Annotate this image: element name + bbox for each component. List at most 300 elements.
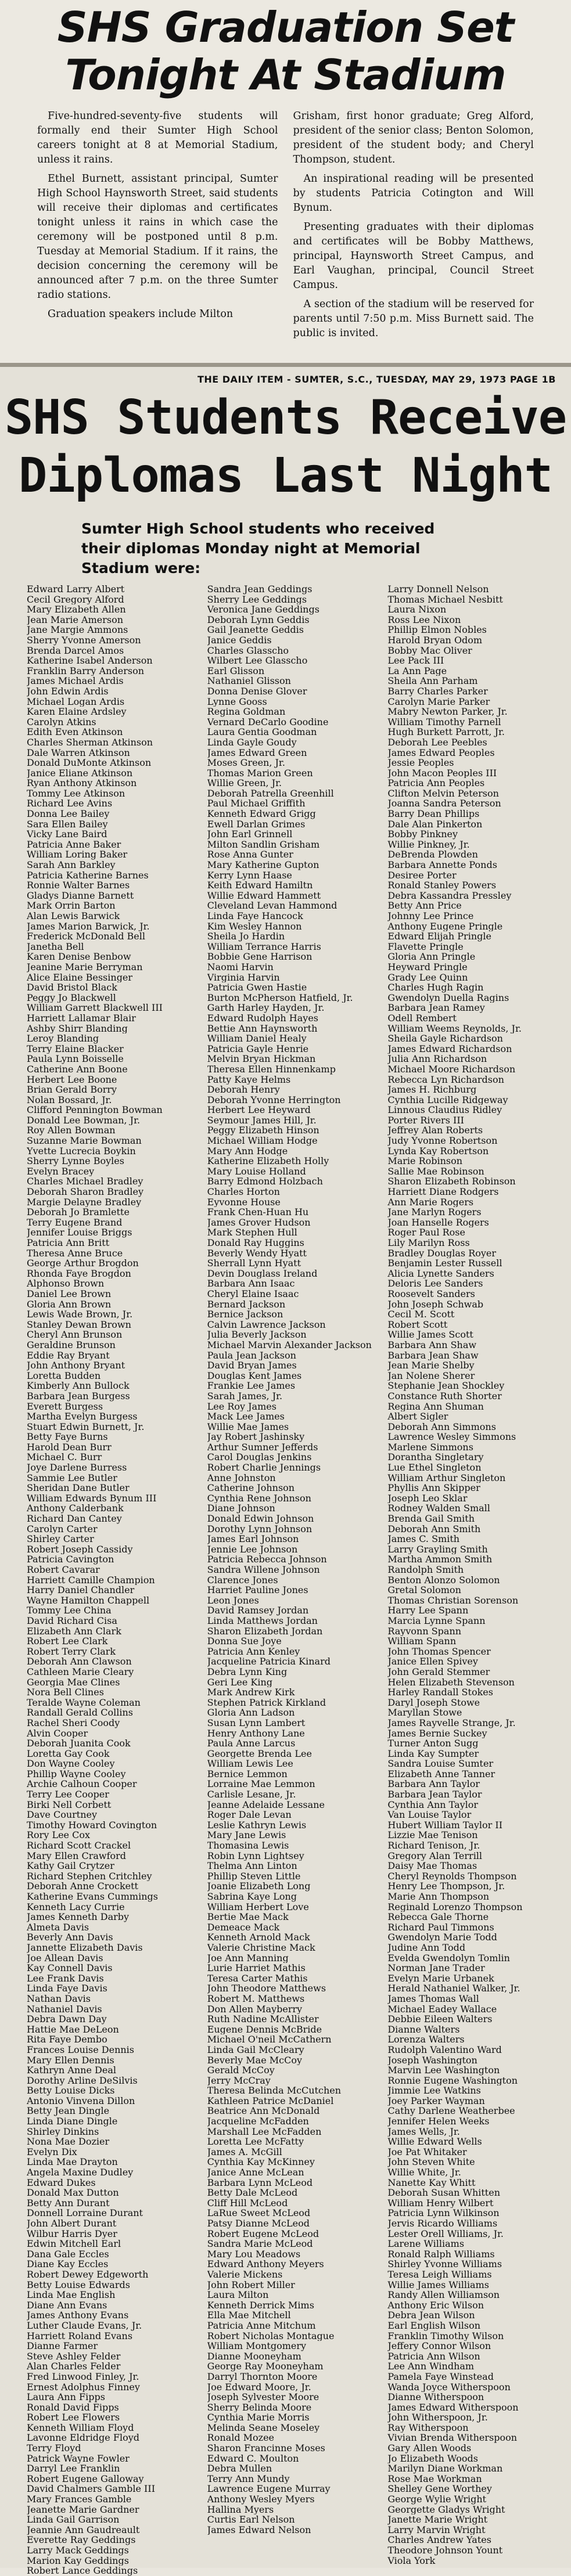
graduate-name: Diane Ann Evans bbox=[27, 2300, 107, 2311]
graduate-name: Joseph Sylvester Moore bbox=[207, 2392, 319, 2402]
graduate-name: Martha Evelyn Burgess bbox=[27, 1411, 138, 1422]
graduate-name: William Lewis Lee bbox=[207, 1759, 293, 1769]
graduate-name: Ray Witherspoon bbox=[387, 2422, 469, 2433]
graduate-name: Paul Michael Griffith bbox=[207, 798, 306, 809]
graduate-name: Kenneth Edward Grigg bbox=[207, 809, 316, 819]
graduate-name: Paula Lynn Boisselle bbox=[27, 1054, 124, 1064]
graduate-name: Marvin Lee Washington bbox=[387, 2065, 500, 2076]
graduate-name: Mary Ann Hodge bbox=[207, 1145, 288, 1157]
graduate-name: Dale Warren Atkinson bbox=[27, 747, 130, 758]
graduate-name: Thomas Christian Sorenson bbox=[387, 1595, 519, 1606]
graduate-name: Leroy Blanding bbox=[27, 1033, 99, 1044]
graduate-name: Willie Green, Jr. bbox=[207, 778, 282, 788]
graduate-name: Lily Marilyn Ross bbox=[387, 1238, 470, 1248]
graduate-name: Sheila Jo Hardin bbox=[207, 931, 285, 942]
graduate-name: Rita Faye Dembo bbox=[27, 2034, 107, 2045]
graduate-name: Carolyn Carter bbox=[27, 1523, 98, 1534]
graduate-name: Charles Andrew Yates bbox=[387, 2535, 491, 2545]
graduate-name: Helen Elizabeth Stevenson bbox=[387, 1677, 515, 1688]
graduate-name: Joanna Sandra Peterson bbox=[387, 798, 501, 809]
graduate-name: Cynthia Kay McKinney bbox=[207, 2157, 315, 2168]
graduate-name: Porter Rivers III bbox=[387, 1115, 464, 1126]
paragraph: Grisham, first honor graduate; Greg Alford, president of the senior class; Benton Solomon, president of the student body; and Cheryl Thompson, student. bbox=[293, 110, 534, 165]
clipping-divider bbox=[0, 363, 571, 367]
graduate-name: Tommy Lee Atkinson bbox=[27, 788, 125, 799]
graduate-name: Janice Geddis bbox=[207, 635, 272, 646]
graduate-name: Jervis Ricardo Williams bbox=[387, 2218, 498, 2229]
graduate-name: Rory Lee Cox bbox=[27, 1830, 90, 1841]
graduate-name: Debbie Eileen Walters bbox=[387, 2014, 493, 2024]
headline-line-1: SHS Graduation Set bbox=[57, 3, 514, 52]
graduate-name: Peggy Jo Blackwell bbox=[27, 992, 116, 1003]
graduate-name: Rayvonn Spann bbox=[387, 1626, 462, 1637]
graduate-name: Richard Stephen Critchley bbox=[27, 1871, 152, 1882]
graduate-name: Deborah Lee Peebles bbox=[387, 737, 487, 748]
graduate-name: Geri Lee King bbox=[207, 1677, 273, 1688]
graduate-name: Gwendolyn Duella Ragins bbox=[387, 992, 509, 1003]
graduate-name: Bettie Ann Haynsworth bbox=[207, 1023, 318, 1034]
graduate-name: Edward Anthony Meyers bbox=[207, 2259, 324, 2269]
graduate-name: Laura Gentia Goodman bbox=[207, 727, 317, 737]
graduate-name: Grady Lee Quinn bbox=[387, 972, 468, 983]
graduate-name: Harry Lee Spann bbox=[387, 1605, 469, 1616]
graduate-name: Laura Ann Fipps bbox=[27, 2392, 105, 2402]
graduate-name: Ronald Ralph Williams bbox=[387, 2249, 495, 2260]
graduate-name: Beverly Wendy Hyatt bbox=[207, 1248, 307, 1259]
graduate-name: Janice Eliane Atkinson bbox=[27, 768, 133, 779]
graduate-name: Barbara Jean Taylor bbox=[387, 1789, 482, 1800]
graduate-name: Lewis Wade Brown, Jr. bbox=[27, 1309, 133, 1320]
graduate-name: Donald Lee Bowman, Jr. bbox=[27, 1115, 141, 1126]
graduate-name: Terry Elaine Blacker bbox=[27, 1043, 124, 1054]
graduate-name: James Edward Richardson bbox=[387, 1043, 512, 1054]
graduate-name: Donnell Lorraine Durant bbox=[27, 2208, 143, 2218]
graduate-name: Leslie Kathryn Lewis bbox=[207, 1820, 307, 1831]
graduate-name: Edward Larry Albert bbox=[27, 584, 125, 595]
graduate-name: Edward Dukes bbox=[27, 2177, 96, 2188]
graduate-name: Rudolph Valentino Ward bbox=[387, 2044, 502, 2055]
graduate-name: John Albert Durant bbox=[27, 2218, 117, 2229]
graduate-name: Melinda Seane Moseley bbox=[207, 2422, 320, 2433]
graduate-name: Georgette Gladys Wright bbox=[387, 2504, 505, 2515]
graduate-name: John Gerald Stemmer bbox=[387, 1666, 490, 1677]
graduate-name: Jane Marlyn Rogers bbox=[387, 1207, 482, 1217]
graduate-name: Michael Logan Ardis bbox=[27, 696, 125, 707]
graduate-name: Bobbie Gene Harrison bbox=[207, 952, 313, 962]
graduate-name: Desiree Porter bbox=[387, 870, 457, 881]
graduate-name: Sarah Ann Barkley bbox=[27, 860, 116, 870]
graduate-name: Robert Cavarar bbox=[27, 1565, 100, 1575]
graduate-name: Betty Ann Price bbox=[387, 900, 462, 911]
graduate-name: Jo Elizabeth Woods bbox=[387, 2453, 478, 2464]
graduate-name: Cynthia Lucille Ridgeway bbox=[387, 1094, 508, 1105]
graduate-name: Deborah Yvonne Herrington bbox=[207, 1094, 341, 1105]
graduate-name: Donald DuMonte Atkinson bbox=[27, 758, 152, 768]
graduate-name: William Henry Wilbert bbox=[387, 2197, 494, 2208]
graduate-name: Everette Ray Geddings bbox=[27, 2535, 136, 2545]
graduate-name: Hubert William Taylor II bbox=[387, 1820, 503, 1831]
graduate-name: Shirley Dinkins bbox=[27, 2126, 99, 2137]
graduate-name: Eddie Ray Bryant bbox=[27, 1350, 110, 1361]
graduate-name: Rebecca Gale Thorne bbox=[387, 1912, 489, 1922]
graduate-name: William Arthur Singleton bbox=[387, 1472, 506, 1483]
graduate-name: Barbara Jean Shaw bbox=[387, 1350, 479, 1361]
graduate-name: Willie White, Jr. bbox=[387, 2167, 461, 2178]
graduate-name: Janice Anne McLean bbox=[207, 2167, 304, 2178]
graduate-name: Shirley Carter bbox=[27, 1534, 94, 1544]
graduate-name: George Wylie Wright bbox=[387, 2494, 487, 2505]
graduate-name: Jean Marie Shelby bbox=[387, 1360, 475, 1371]
graduate-name: John Thomas Spencer bbox=[387, 1646, 491, 1657]
graduate-name: Jimmie Lee Watkins bbox=[387, 2085, 481, 2096]
graduate-name: Randall Gerald Collins bbox=[27, 1707, 133, 1718]
graduate-name: Sherry Lee Geddings bbox=[207, 594, 307, 605]
graduate-name: Dorantha Singletary bbox=[387, 1452, 484, 1463]
graduate-name: Jacqueline Patricia Kinard bbox=[207, 1656, 331, 1667]
graduate-name: Paula Anne Larcus bbox=[207, 1738, 296, 1749]
graduate-name: Constance Ruth Shorter bbox=[387, 1390, 502, 1402]
graduate-name: Debra Lynn King bbox=[207, 1666, 288, 1677]
graduate-name: Roger Dale Levan bbox=[207, 1810, 292, 1820]
graduate-name: Janetha Bell bbox=[27, 941, 84, 952]
graduate-name: Angela Maxine Dudley bbox=[27, 2167, 134, 2178]
graduate-name: James C. Smith bbox=[387, 1534, 460, 1544]
graduate-name: Fred Linwood Finley, Jr. bbox=[27, 2371, 139, 2382]
graduate-name: Robert Lee Clark bbox=[27, 1636, 108, 1647]
graduate-name: Edwin Mitchell Earl bbox=[27, 2239, 121, 2249]
graduate-name: Sammie Lee Butler bbox=[27, 1472, 117, 1483]
graduate-name: William Timothy Parnell bbox=[387, 716, 501, 727]
graduate-name: Jan Nolene Sherer bbox=[387, 1370, 475, 1381]
graduate-name: Timothy Howard Covington bbox=[27, 1820, 157, 1831]
graduate-name: Gloria Ann Pringle bbox=[387, 952, 476, 962]
graduate-name: Patricia Anne Baker bbox=[27, 839, 121, 850]
graduate-name: Robert M. Matthews bbox=[207, 1993, 305, 2004]
graduate-name: Kathy Gail Crytzer bbox=[27, 1861, 114, 1871]
graduate-name: DeBrenda Plowden bbox=[387, 849, 478, 860]
graduate-name: Lizzie Mae Tenison bbox=[387, 1830, 478, 1841]
graduate-name: Regina Ann Shuman bbox=[387, 1401, 484, 1412]
graduate-name: Anthony Calderbank bbox=[27, 1503, 124, 1514]
graduate-name: Everett Burgess bbox=[27, 1401, 103, 1412]
graduate-name: Donna Lee Bailey bbox=[27, 809, 110, 819]
graduate-name: Evelyn Bracey bbox=[27, 1166, 95, 1177]
headline-line-2: Diplomas Last Night bbox=[19, 448, 552, 503]
graduate-name: Theresa Anne Bruce bbox=[27, 1248, 123, 1259]
graduate-name: Robin Lynn Lightsey bbox=[207, 1850, 304, 1861]
graduate-name: Ronnie Eugene Washington bbox=[387, 2075, 518, 2086]
name-column-2 bbox=[207, 584, 381, 2564]
graduate-name: James Bernie Suckey bbox=[387, 1728, 487, 1739]
graduate-name: Don Wayne Cooley bbox=[27, 1759, 115, 1769]
graduate-name: Anthony Eugene Pringle bbox=[387, 921, 503, 932]
graduate-name: Katherine Evans Cummings bbox=[27, 1892, 158, 1902]
graduate-name: Larene Williams bbox=[387, 2239, 465, 2249]
graduate-name: Beverly Ann Davis bbox=[27, 1932, 113, 1943]
graduate-name: Robert Scott bbox=[387, 1319, 448, 1330]
graduate-name: Alphonso Brown bbox=[27, 1278, 105, 1289]
graduate-name: Reginald Lorenzo Thompson bbox=[387, 1901, 523, 1912]
graduate-name: William Garrett Blackwell III bbox=[27, 1003, 163, 1013]
graduate-name: Deborah Henry bbox=[207, 1085, 280, 1095]
paragraph: An inspirational reading will be presented by students Patricia Cotington and Will Bynum. bbox=[293, 173, 534, 214]
graduate-name: Katherine Elizabeth Holly bbox=[207, 1156, 329, 1166]
graduate-name: Garth Harley Hayden, Jr. bbox=[207, 1003, 325, 1013]
graduate-name: Patricia Lynn Wilkinson bbox=[387, 2208, 500, 2218]
graduate-name: Robert Dewey Edgeworth bbox=[27, 2269, 149, 2280]
graduate-name: Hattie Mae DeLeon bbox=[27, 2024, 119, 2035]
graduate-name: Betty Faye Burns bbox=[27, 1432, 108, 1442]
graduate-name: William Edwards Bynum III bbox=[27, 1493, 157, 1504]
graduate-name: Donna Denise Glover bbox=[207, 686, 307, 697]
graduate-name: James Grover Hudson bbox=[207, 1217, 311, 1228]
graduate-name: Robert Eugene Galloway bbox=[27, 2473, 144, 2484]
graduate-name: Cynthia Ann Taylor bbox=[387, 1799, 479, 1810]
graduate-name: Don Allen Mayberry bbox=[207, 2004, 303, 2015]
graduate-name: Mark Andrew Kirk bbox=[207, 1687, 295, 1698]
graduate-name: Valerie Mickens bbox=[207, 2269, 283, 2280]
graduate-name: Lee Roy James bbox=[207, 1401, 276, 1412]
graduate-name: Kay Connell Davis bbox=[27, 1963, 113, 1973]
name-column-1 bbox=[27, 584, 200, 2576]
graduate-name: Benjamin Lester Russell bbox=[387, 1258, 502, 1269]
graduate-name: Barbara Ann Isaac bbox=[207, 1278, 295, 1289]
graduate-name: Bradley Douglas Royer bbox=[387, 1248, 497, 1259]
graduate-name: Harriett Camille Champion bbox=[27, 1575, 155, 1586]
graduate-name: Naomi Harvin bbox=[207, 961, 274, 972]
graduate-name: Joe Allean Davis bbox=[27, 1952, 103, 1963]
graduate-name: Bobby Pinkney bbox=[387, 829, 458, 840]
graduate-name: Cleveland Levan Hammond bbox=[207, 900, 337, 911]
graduate-name: Karen Elaine Ardsley bbox=[27, 707, 127, 717]
graduate-name: Arthur Sumner Jefferds bbox=[207, 1442, 318, 1453]
graduate-name: Calvin Lawrence Jackson bbox=[207, 1319, 326, 1330]
graduate-name: Sandra Jean Geddings bbox=[207, 584, 313, 595]
graduate-name: Robert Nicholas Montague bbox=[207, 2330, 335, 2341]
graduate-name: Theodore Johnson Yount bbox=[387, 2545, 503, 2556]
graduate-name: Evelda Gwendolyn Tomlin bbox=[387, 1952, 510, 1963]
graduate-name: Dianne Farmer bbox=[27, 2341, 98, 2351]
graduate-name: John Earl Grinnell bbox=[207, 829, 293, 840]
graduate-name: Evelyn Dix bbox=[27, 2146, 77, 2157]
graduate-name: Marcia Lynne Spann bbox=[387, 1615, 486, 1626]
graduate-name: Sherry Lynne Boyles bbox=[27, 1156, 124, 1166]
graduate-name: Brian Gerald Borry bbox=[27, 1085, 117, 1095]
graduate-name: Harry Daniel Chandler bbox=[27, 1585, 135, 1595]
name-column-3 bbox=[387, 584, 561, 2564]
graduate-name: Linda Mae Drayton bbox=[27, 2157, 118, 2168]
graduate-name: Tommy Lee China bbox=[27, 1605, 112, 1616]
graduate-name: Wilbert Lee Glasscho bbox=[207, 655, 308, 666]
graduate-name: Ronald David Fipps bbox=[27, 2402, 119, 2413]
graduate-name: Herbert Lee Heyward bbox=[207, 1105, 311, 1115]
graduate-name: Mary Louise Holland bbox=[207, 1166, 306, 1177]
graduate-name: Dianne Walters bbox=[387, 2024, 460, 2035]
graduate-name: Gary Allen Woods bbox=[387, 2443, 472, 2453]
graduate-name: Dana Gale Eccles bbox=[27, 2249, 109, 2260]
graduate-name: Joan Hanselle Rogers bbox=[387, 1217, 489, 1228]
graduate-name: Larry Marvin Wright bbox=[387, 2524, 486, 2535]
graduate-name: Luther Claude Evans, Jr. bbox=[27, 2320, 142, 2331]
graduate-name: James Marion Barwick, Jr. bbox=[27, 921, 150, 932]
graduate-name: Darryl Lee Franklin bbox=[27, 2463, 120, 2474]
graduate-name: James Kenneth Darby bbox=[27, 1912, 130, 1922]
graduate-name: James Michael Ardis bbox=[27, 676, 124, 686]
graduate-name: Bernice Lemmon bbox=[207, 1768, 288, 1779]
graduate-name: Rose Anna Gunter bbox=[207, 849, 293, 860]
graduate-name: Phyllis Ann Skipper bbox=[387, 1483, 480, 1493]
graduate-name: William Spann bbox=[387, 1636, 457, 1647]
graduate-name: Ronnie Walter Barnes bbox=[27, 880, 130, 891]
graduate-name: Patty Kaye Helms bbox=[207, 1074, 291, 1085]
graduate-name: Charles Horton bbox=[207, 1187, 280, 1197]
graduate-name: Peggy Elizabeth Hinson bbox=[207, 1125, 319, 1136]
graduate-name: Sheila Gayle Richardson bbox=[387, 1033, 503, 1044]
graduate-name: Douglas Kent James bbox=[207, 1370, 302, 1381]
graduate-name: Stuart Edwin Burnett, Jr. bbox=[27, 1421, 145, 1432]
graduate-name: Patricia Ann Wilson bbox=[387, 2351, 480, 2362]
graduate-name: Harley Randall Stokes bbox=[387, 1687, 493, 1698]
graduate-name: Kimberly Ann Bullock bbox=[27, 1381, 130, 1391]
graduate-name: Anthony Eric Wilson bbox=[387, 2300, 484, 2311]
graduate-name: Michael Eadey Wallace bbox=[387, 2004, 497, 2015]
graduate-name: Harriett Diane Rodgers bbox=[387, 1187, 499, 1197]
graduate-name: Charles Michael Bradley bbox=[27, 1176, 143, 1187]
graduate-name: Frankie Lee James bbox=[207, 1381, 296, 1391]
graduate-name: Sandra Marie McLeod bbox=[207, 2239, 313, 2249]
graduate-name: Joseph Washington bbox=[387, 2055, 477, 2066]
graduate-name: Ross Lee Nixon bbox=[387, 614, 461, 625]
graduate-name: Jeanette Marie Gardner bbox=[27, 2504, 139, 2515]
graduate-name: Richard Paul Timmons bbox=[387, 1922, 494, 1933]
graduate-name: Teralde Wayne Coleman bbox=[27, 1697, 141, 1708]
graduate-name: James Wells, Jr. bbox=[387, 2126, 460, 2137]
graduate-name: Ernest Adolphus Finney bbox=[27, 2382, 140, 2393]
graduate-name: Henry Anthony Lane bbox=[207, 1728, 305, 1739]
headline-line-1: SHS Students Receive bbox=[4, 390, 567, 445]
paragraph: A section of the stadium will be reserved for parents until 7:50 p.m. Miss Burnett said. The public is invited. bbox=[293, 298, 534, 339]
graduate-name: Mary Elizabeth Allen bbox=[27, 604, 126, 615]
graduate-name: Patricia Gwen Hastie bbox=[207, 982, 307, 993]
graduate-name: Loretta Gay Cook bbox=[27, 1748, 110, 1759]
graduate-name: Edward Elijah Pringle bbox=[387, 931, 491, 942]
graduate-name: John Theodore Matthews bbox=[207, 1983, 326, 1994]
graduate-name: Cathy Darlene Weatherbee bbox=[387, 2106, 515, 2117]
graduate-name: Lynda Kay Robertson bbox=[387, 1145, 489, 1157]
graduate-name: Vicky Lane Baird bbox=[27, 829, 107, 840]
graduate-name: Betty Jean Dingle bbox=[27, 2106, 110, 2117]
graduate-name: Shelley Gene Worthey bbox=[387, 2484, 492, 2495]
graduate-name: Benton Alonzo Solomon bbox=[387, 1575, 500, 1586]
graduate-name: Jennifer Helen Weeks bbox=[387, 2116, 490, 2127]
graduate-name: William Weems Reynolds, Jr. bbox=[387, 1023, 522, 1034]
graduate-name: Kathleen Patrice McDaniel bbox=[207, 2095, 334, 2106]
graduate-name: David Richard Cisa bbox=[27, 1615, 117, 1626]
graduate-name: Ewell Darlan Grimes bbox=[207, 819, 306, 830]
graduate-name: Loretta Budden bbox=[27, 1370, 101, 1381]
graduate-name: Anthony Wesley Myers bbox=[207, 2494, 315, 2505]
graduate-name: Betty Dale McLeod bbox=[207, 2188, 298, 2198]
graduate-name: Sabrina Kaye Long bbox=[207, 1892, 297, 1902]
graduate-name: Ann Marie Rogers bbox=[387, 1197, 474, 1208]
graduate-name: Wayne Hamilton Chappell bbox=[27, 1595, 150, 1606]
graduate-name: Cliff Hill McLeod bbox=[207, 2197, 288, 2208]
graduate-name: Roger Paul Rose bbox=[387, 1227, 465, 1238]
graduate-name: Diane Kay Eccles bbox=[27, 2259, 109, 2269]
graduate-name: Valerie Christine Mack bbox=[207, 1942, 315, 1953]
graduate-name: William Terrance Harris bbox=[207, 941, 321, 952]
graduate-name: John Joseph Schwab bbox=[387, 1299, 484, 1310]
graduate-name: Robert Eugene McLeod bbox=[207, 2228, 319, 2239]
graduate-name: Barbara Ann Shaw bbox=[387, 1339, 477, 1350]
graduate-name: Sheila Ann Parham bbox=[387, 676, 478, 686]
graduate-name: Donna Sue Joye bbox=[207, 1636, 282, 1647]
graduate-name: Terry Ann Mundy bbox=[207, 2473, 290, 2484]
graduate-name: Frederick McDonald Bell bbox=[27, 931, 145, 942]
graduate-name: Stephanie Jean Shockley bbox=[387, 1381, 505, 1391]
graduate-name: Patricia Ann Britt bbox=[27, 1238, 110, 1248]
graduate-name: Carolyn Atkins bbox=[27, 716, 96, 727]
graduate-name: Leon Jones bbox=[207, 1595, 259, 1606]
headline-line-2: Tonight At Stadium bbox=[65, 51, 506, 99]
graduate-name: Rodney Walden Small bbox=[387, 1503, 490, 1514]
graduate-name: Dorothy Lynn Johnson bbox=[207, 1523, 313, 1534]
graduate-name: Cecil Gregory Alford bbox=[27, 594, 124, 605]
graduate-name: Sharon Elizabeth Robinson bbox=[387, 1176, 516, 1187]
graduate-name: Deborah Lynn Geddis bbox=[207, 614, 310, 625]
graduate-name: Sharon Francinne Moses bbox=[207, 2443, 325, 2453]
graduate-name: Eyvonne House bbox=[207, 1197, 281, 1208]
graduate-name: Betty Louise Edwards bbox=[27, 2279, 130, 2290]
graduate-name: Franklin Barry Anderson bbox=[27, 665, 144, 676]
graduate-name: Carolyn Marie Parker bbox=[387, 696, 490, 707]
graduate-name: Robert Lee Flowers bbox=[27, 2412, 120, 2423]
graduate-name: Deborah Ann Simmons bbox=[387, 1421, 496, 1432]
graduate-name: Margie Delayne Bradley bbox=[27, 1197, 142, 1208]
graduate-name: Barry Dean Phillips bbox=[387, 809, 480, 819]
graduate-name: Shirley Yvonne Williams bbox=[387, 2259, 502, 2269]
graduate-name: Maryllan Stowe bbox=[387, 1707, 462, 1718]
graduate-name: Van Louise Taylor bbox=[387, 1810, 472, 1820]
graduate-name: James A. McGill bbox=[207, 2146, 282, 2157]
graduate-name: Bernard Jackson bbox=[207, 1299, 286, 1310]
graduate-name: Sherrall Lynn Hyatt bbox=[207, 1258, 301, 1269]
graduate-name: Patrick Wayne Fowler bbox=[27, 2453, 130, 2464]
graduate-name: Michael C. Burr bbox=[27, 1452, 102, 1463]
graduate-name: Bobby Mac Oliver bbox=[387, 645, 472, 656]
graduate-name: Martha Ammon Smith bbox=[387, 1554, 493, 1565]
graduate-name: Mary Ellen Crawford bbox=[27, 1850, 127, 1861]
graduate-name: Patsy Dianne McLeod bbox=[207, 2218, 310, 2229]
graduate-name: Kerry Lynn Haase bbox=[207, 870, 292, 881]
graduate-name: Barbara Jean Ramey bbox=[387, 1003, 485, 1013]
graduate-name: Milton Sandlin Grisham bbox=[207, 839, 320, 850]
graduate-name: Nora Bell Clines bbox=[27, 1687, 104, 1698]
graduate-name: James Earl Johnson bbox=[207, 1534, 299, 1544]
graduate-name-columns bbox=[27, 584, 561, 2576]
graduate-name: Charles Hugh Ragin bbox=[387, 982, 484, 993]
graduate-name: Clifton Melvin Peterson bbox=[387, 788, 499, 799]
graduate-name: Linda Faye Hancock bbox=[207, 911, 303, 921]
graduate-name: Lester Orell Williams, Jr. bbox=[387, 2228, 504, 2239]
graduate-name: James Edward Peoples bbox=[387, 747, 495, 758]
graduate-name: David Chalmers Gamble III bbox=[27, 2484, 156, 2495]
graduate-name: Karen Denise Benbow bbox=[27, 952, 131, 962]
graduate-name: Elizabeth Anne Tanner bbox=[387, 1768, 495, 1779]
graduate-name: Gerald McCoy bbox=[207, 2065, 275, 2076]
graduate-name: Joe Pat Whitaker bbox=[387, 2146, 467, 2157]
graduate-name: Michael Marvin Alexander Jackson bbox=[207, 1339, 372, 1350]
